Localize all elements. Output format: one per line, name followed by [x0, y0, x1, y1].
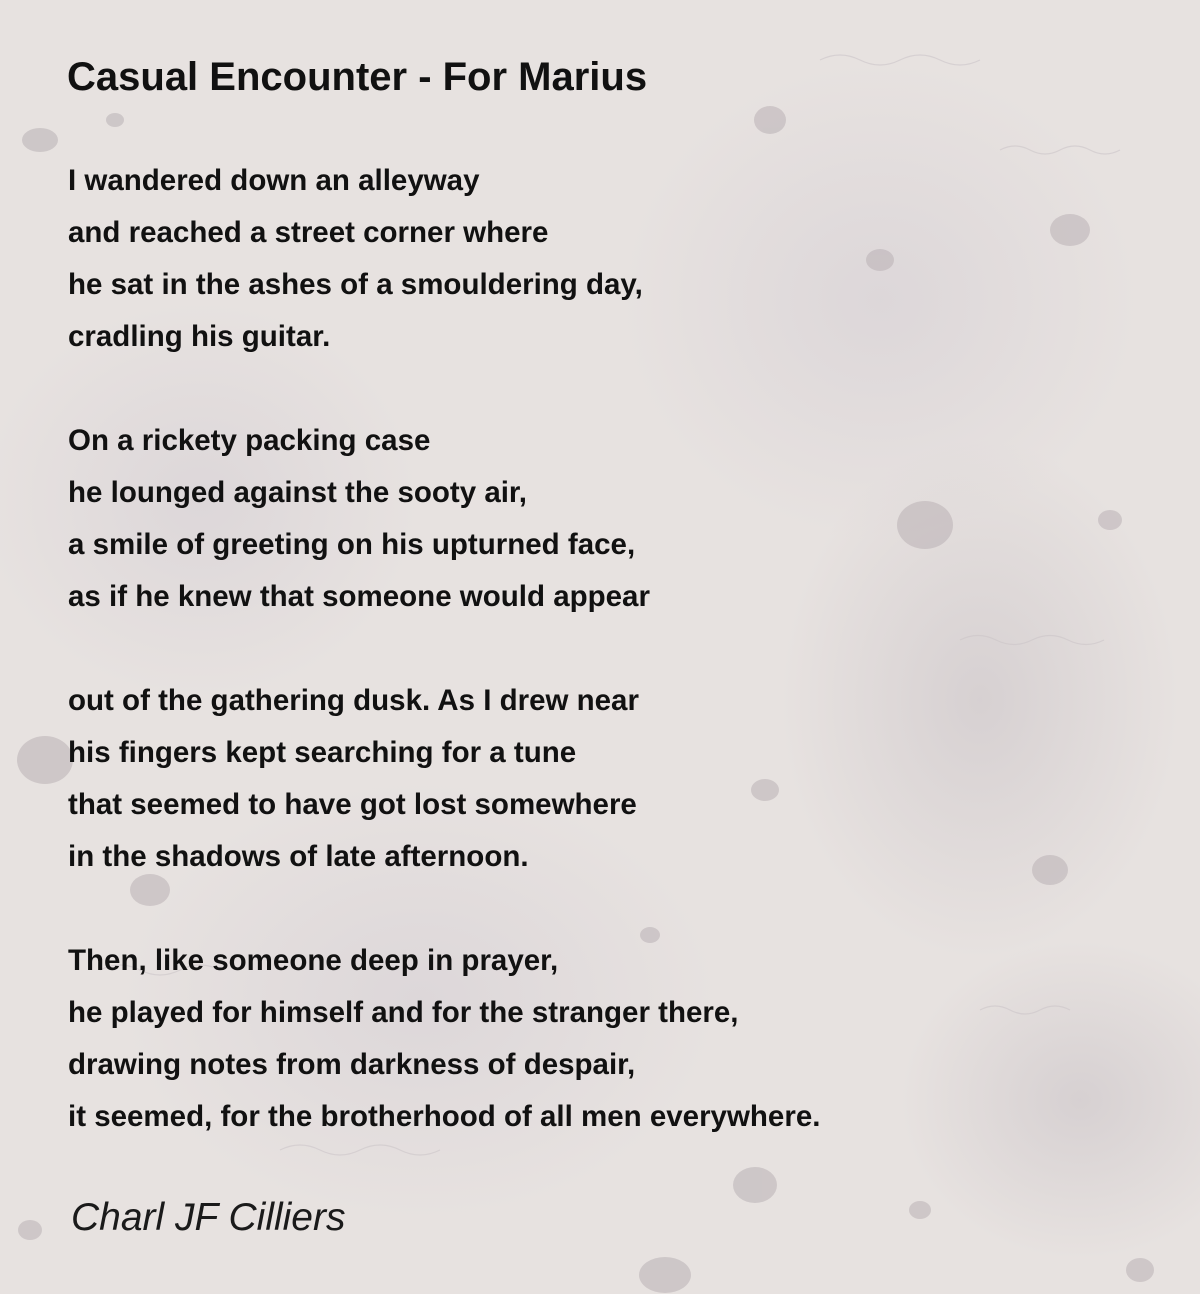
poem-line: Then, like someone deep in prayer,	[68, 944, 559, 977]
stanza-2	[68, 415, 1148, 623]
poem-line: in the shadows of late afternoon.	[68, 840, 529, 873]
poem-line: he lounged against the sooty air,	[68, 476, 527, 509]
poem-line: I wandered down an alleyway	[68, 164, 480, 197]
poem-line: as if he knew that someone would appear	[68, 580, 650, 613]
poem-line: he played for himself and for the stranger there,	[68, 996, 739, 1029]
poem-line: he sat in the ashes of a smouldering day,	[68, 268, 643, 301]
poem-line: that seemed to have got lost somewhere	[68, 788, 637, 821]
stanza-4	[68, 935, 1148, 1143]
poem-line: and reached a street corner where	[68, 216, 549, 249]
poem-line: drawing notes from darkness of despair,	[68, 1048, 636, 1081]
poem-line: his fingers kept searching for a tune	[68, 736, 577, 769]
poem-line: a smile of greeting on his upturned face,	[68, 528, 636, 561]
poem-body	[68, 155, 1148, 1195]
poem-author: Charl JF Cilliers	[71, 1196, 346, 1239]
poem-title: Casual Encounter - For Marius	[67, 55, 648, 99]
stanza-1	[68, 155, 1148, 363]
poem-line: On a rickety packing case	[68, 424, 431, 457]
poem-line: cradling his guitar.	[68, 320, 331, 353]
poem-line: it seemed, for the brotherhood of all men everywhere.	[68, 1100, 821, 1133]
stanza-3	[68, 675, 1148, 883]
poem-line: out of the gathering dusk. As I drew near	[68, 684, 639, 717]
